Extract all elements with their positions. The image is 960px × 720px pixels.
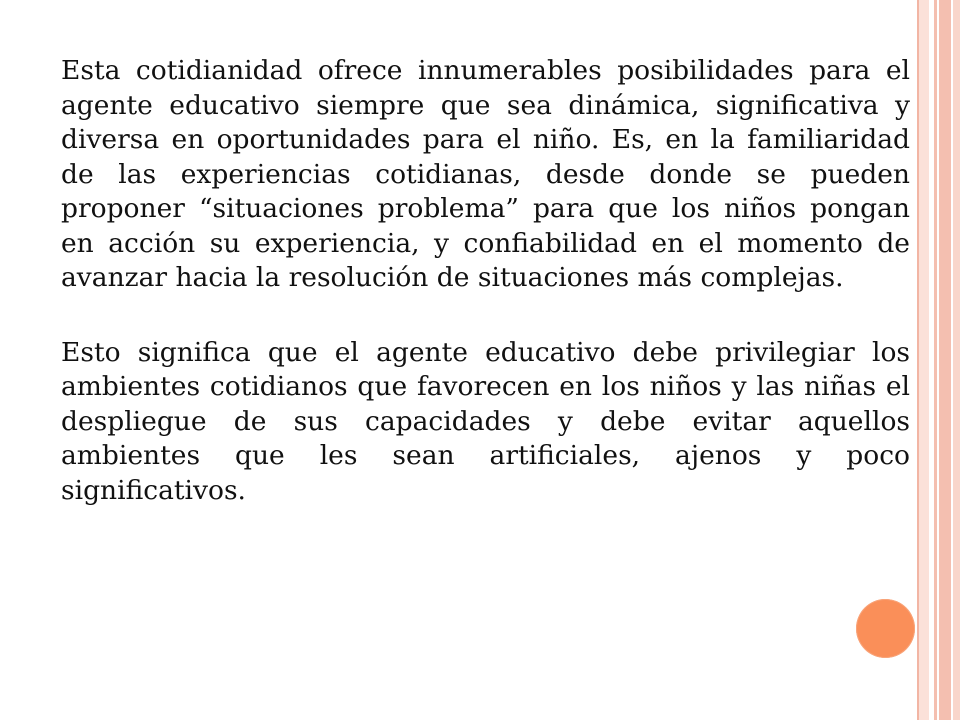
paragraph-1: Esta cotidianidad ofrece innumerables posibilidades para el agente educativo siempre que sea dinámica, significativa y diversa en oportunidades para el niño. Es, en la familiaridad de las experiencias cotidianas, desde donde se pueden proponer “situaciones problema” para que los niños pongan en acción su experiencia, y confiabilidad en el momento de avanzar hacia la resolución de situaciones más complejas. [61,55,910,293]
paragraph-2: Esto significa que el agente educativo debe privilegiar los ambientes cotidianos que favorecen en los niños y las niñas el despliegue de sus capacidades y debe evitar aquellos ambientes que les sean artificiales, ajenos y poco significativos. [61,336,910,506]
decorative-circle-icon [856,599,915,658]
decorative-band-stripe [919,0,929,720]
decorative-edge-stripe [953,0,960,720]
decorative-thin-stripe [934,0,937,720]
slide-body [61,54,910,508]
decorative-wide-stripe [939,0,951,720]
